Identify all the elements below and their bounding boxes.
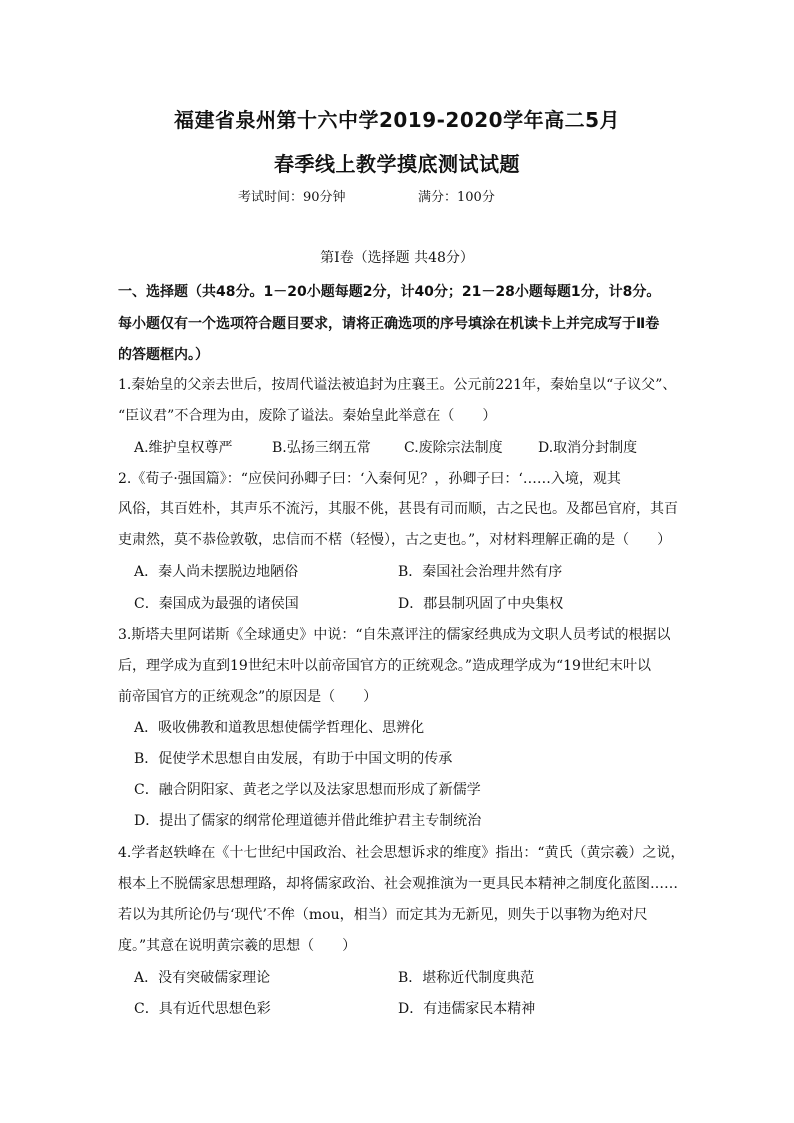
- question-text-line: 根本上不脱儒家思想理路，却将儒家政治、社会观推演为一更具民本精神之制度化蓝图……: [118, 876, 678, 892]
- option-d: D．有违儒家民本精神: [398, 1001, 536, 1017]
- question-text-line: 吏肃然，莫不恭俭敦敬，忠信而不楛（轻慢），古之吏也。”，对材料理解正确的是（ ）: [118, 532, 672, 548]
- question-text-line: 2.《荀子·强国篇》：“应侯问孙卿子曰：‘入秦何见？，孙卿子曰：‘……入境，观其: [118, 471, 621, 487]
- question-text-line: 度。”其意在说明黄宗羲的思想（ ）: [118, 938, 357, 954]
- option-a: A．没有突破儒家理论: [134, 970, 271, 986]
- question-text-line: 1.秦始皇的父亲去世后，按周代谥法被追封为庄襄王。公元前221年，秦始皇以“子议父”、: [118, 377, 677, 393]
- option-b: B．堪称近代制度典范: [398, 970, 535, 986]
- option-c: C．秦国成为最强的诸侯国: [134, 596, 299, 612]
- question-text-line: 后，理学成为直到19世纪末叶以前帝国官方的正统观念。”造成理学成为“19世纪末叶以: [118, 658, 651, 674]
- question-text-line: 前帝国官方的正统观念”的原因是（ ）: [118, 689, 378, 705]
- instruction-line: 一、选择题（共48分。1－20小题每题2分，计40分；21－28小题每题1分，计8分。: [118, 284, 661, 300]
- instruction-line: 的答题框内。）: [118, 347, 209, 363]
- question-text-line: 若以为其所论仍与‘现代’不侔（mou，相当）而定其为无新见，则失于以事物为绝对尺: [118, 907, 648, 923]
- option-a: A.维护皇权尊严: [134, 440, 233, 456]
- option-d: D.取消分封制度: [538, 440, 638, 456]
- option-b: B．秦国社会治理井然有序: [398, 564, 563, 580]
- question-text-line: “臣议君”不合理为由，废除了谥法。秦始皇此举意在（ ）: [118, 408, 497, 424]
- title-line-1: 福建省泉州第十六中学2019-2020学年高二5月: [173, 108, 621, 132]
- option-b: B.弘扬三纲五常: [272, 440, 371, 456]
- question-text-line: 4.学者赵轶峰在《十七世纪中国政治、社会思想诉求的维度》指出：“黄氏（黄宗羲）之说，: [118, 845, 685, 861]
- full-score: 满分：100分: [418, 190, 495, 205]
- option-d: D．郡县制巩固了中央集权: [398, 596, 564, 612]
- option-d: D．提出了儒家的纲常伦理道德并借此维护君主专制统治: [134, 813, 482, 829]
- option-a: A．吸收佛教和道教思想使儒学哲理化、思辨化: [134, 720, 425, 736]
- exam-time: 考试时间：90分钟: [238, 190, 346, 205]
- option-c: C．具有近代思想色彩: [134, 1001, 271, 1017]
- instruction-line: 每小题仅有一个选项符合题目要求，请将正确选项的序号填涂在机读卡上并完成写于Ⅱ卷: [118, 316, 660, 332]
- section-title: 第Ⅰ卷（选择题 共48分）: [320, 250, 474, 266]
- title-line-2: 春季线上教学摸底测试试题: [274, 152, 520, 176]
- option-b: B．促使学术思想自由发展，有助于中国文明的传承: [134, 751, 453, 767]
- option-c: C.废除宗法制度: [404, 440, 503, 456]
- option-c: C．融合阴阳家、黄老之学以及法家思想而形成了新儒学: [134, 782, 481, 798]
- question-text-line: 3.斯塔夫里阿诺斯《全球通史》中说：“自朱熹评注的儒家经典成为文职人员考试的根据以: [118, 627, 671, 643]
- option-a: A．秦人尚未摆脱边地陋俗: [134, 564, 299, 580]
- question-text-line: 风俗，其百姓朴，其声乐不流污，其服不佻，甚畏有司而顺，古之民也。及都邑官府，其百: [118, 501, 678, 517]
